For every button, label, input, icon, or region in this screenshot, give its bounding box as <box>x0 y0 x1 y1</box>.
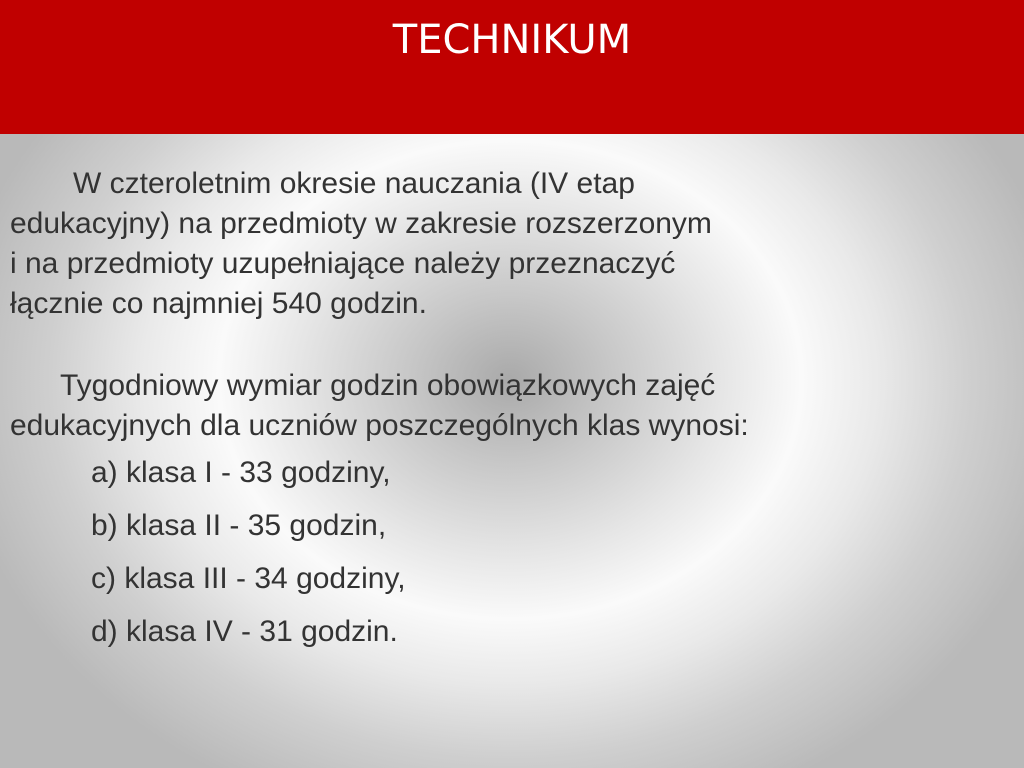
list-item: b) klasa II - 35 godzin, <box>91 509 387 542</box>
paragraph-line: łącznie co najmniej 540 godzin. <box>10 287 427 320</box>
class-hours-list <box>10 453 1014 652</box>
paragraph-weekly-hours <box>10 366 1014 446</box>
paragraph-line: edukacyjnych dla uczniów poszczególnych klas wynosi: <box>10 409 749 442</box>
paragraph-hours-total <box>10 164 1014 324</box>
slide-content <box>10 164 1014 665</box>
list-item: a) klasa I - 33 godziny, <box>91 456 391 489</box>
paragraph-line: Tygodniowy wymiar godzin obowiązkowych zajęć <box>60 369 716 402</box>
list-item: d) klasa IV - 31 godzin. <box>91 615 398 648</box>
list-item: c) klasa III - 34 godziny, <box>91 562 406 595</box>
paragraph-line: i na przedmioty uzupełniające należy przeznaczyć <box>10 247 676 280</box>
paragraph-line: W czteroletnim okresie nauczania (IV etap <box>73 167 635 200</box>
paragraph-line: edukacyjny) na przedmioty w zakresie rozszerzonym <box>10 207 712 240</box>
slide-title: TECHNIKUM <box>392 17 632 63</box>
title-bar <box>0 0 1024 134</box>
